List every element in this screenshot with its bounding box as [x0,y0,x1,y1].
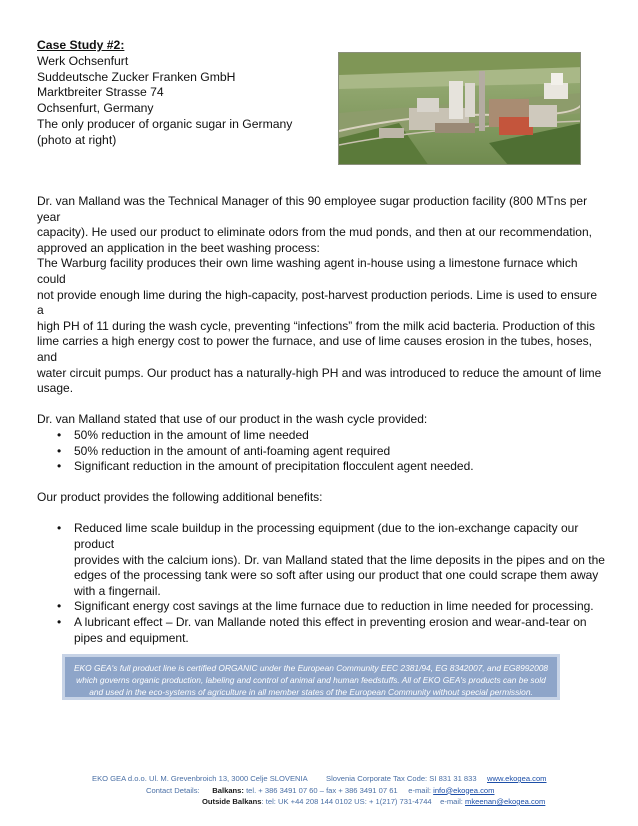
text-line: usage. [37,381,74,396]
header-line: Suddeutsche Zucker Franken GmbH [37,69,236,84]
factory-photo [338,52,581,165]
case-study-title: Case Study #2: [37,38,125,52]
text-line: capacity). He used our product to eliminate odors from the mud ponds, and then at our recommendation, [37,225,592,240]
bullet-icon: • [57,599,62,614]
company-address: EKO GEA d.o.o. Ul. M. Grevenbroich 13, 3000 Celje SLOVENIA [92,774,308,783]
outside-balkans-label: Outside Balkans [202,797,262,806]
header-line: (photo at right) [37,132,117,147]
text-line: water circuit pumps. Our product has a naturally-high PH and was introduced to reduce the amount of lime [37,365,602,380]
benefits-intro: Our product provides the following additional benefits: [37,490,323,505]
bullet-icon: • [57,521,62,536]
contact-label: Contact Details: [146,785,200,795]
text-line: approved an application in the beet washing process: [37,240,320,255]
certification-line: which governs organic production, labeling and control of animal and human feedstuffs. All of EKO GEA's products can be sold [76,675,546,685]
website-link[interactable]: www.ekogea.com [487,774,547,783]
balkans-email-link[interactable]: info@ekogea.com [433,785,495,795]
text-line: lime carries a high energy cost to power the furnace, and use of lime causes erosion in the tubes, hoses, and [37,334,592,364]
list-item: • Significant reduction in the amount of precipitation flocculent agent needed. [57,459,474,474]
certification-notice [62,654,560,700]
header-line: Ochsenfurt, Germany [37,101,154,116]
case-study-header [37,38,327,149]
outside-phone: : tel: UK +44 208 144 0102 US: + 1(217) 731-4744 [261,797,432,806]
bullet-icon: • [57,459,62,474]
bullet-icon: • [57,615,62,630]
list-item: • Reduced lime scale buildup in the processing equipment (due to the ion-exchange capacity our product provides with the calcium ions). Dr. van Malland stated that the lime deposits in the pipes and on the edges of the processing tank were so soft after using our product that one could scrape them away with a fingernail. [57,521,605,598]
balkans-phone: tel. + 386 3491 07 60 – fax + 386 3491 07 61 [246,785,398,795]
list-item: • 50% reduction in the amount of lime needed [57,427,309,442]
results-intro: Dr. van Malland stated that use of our product in the wash cycle provided: [37,412,428,427]
text-line: Dr. van Malland was the Technical Manager of this 90 employee sugar production facility (800 MTns per year [37,194,588,224]
intro-paragraph [37,194,605,397]
email-label: e-mail: [440,797,463,806]
list-item: • A lubricant effect – Dr. van Mallande noted this effect in preventing erosion and wear-and-tear on pipes and equipment. [57,615,587,645]
certification-line: and used in the eco-systems of agriculture in all member states of the European Community without special permission. [89,687,533,697]
results-list [37,428,605,475]
text-line: The Warburg facility produces their own lime washing agent in-house using a limestone furnace which could [37,256,578,286]
certification-line: EKO GEA's full product line is certified ORGANIC under the European Community EEC 2381/94, EG 8342007, and EG8992008 [73,663,549,673]
factory-aerial-image [339,53,581,165]
list-item: • 50% reduction in the amount of anti-foaming agent required [57,443,391,458]
case-study-body [37,194,605,646]
text-line: not provide enough lime during the high-capacity, post-harvest production periods. Lime is used to ensure a [37,287,598,318]
header-line: The only producer of organic sugar in Germany [37,116,293,131]
bullet-icon: • [57,427,62,442]
list-item: • Significant energy cost savings at the lime furnace due to reduction in lime needed for processing. [57,599,594,614]
bullet-icon: • [57,443,62,458]
outside-email-link[interactable]: mkeenan@ekogea.com [465,797,546,806]
tax-code: Slovenia Corporate Tax Code: SI 831 31 833 [326,774,477,783]
header-line: Marktbreiter Strasse 74 [37,85,164,100]
balkans-label: Balkans: [212,785,244,795]
benefits-list [37,521,605,646]
header-line: Werk Ochsenfurt [37,53,129,68]
text-line: high PH of 11 during the wash cycle, preventing “infections” from the milk acid bacteria. Production of this [37,318,596,333]
email-label: e-mail: [408,785,432,795]
